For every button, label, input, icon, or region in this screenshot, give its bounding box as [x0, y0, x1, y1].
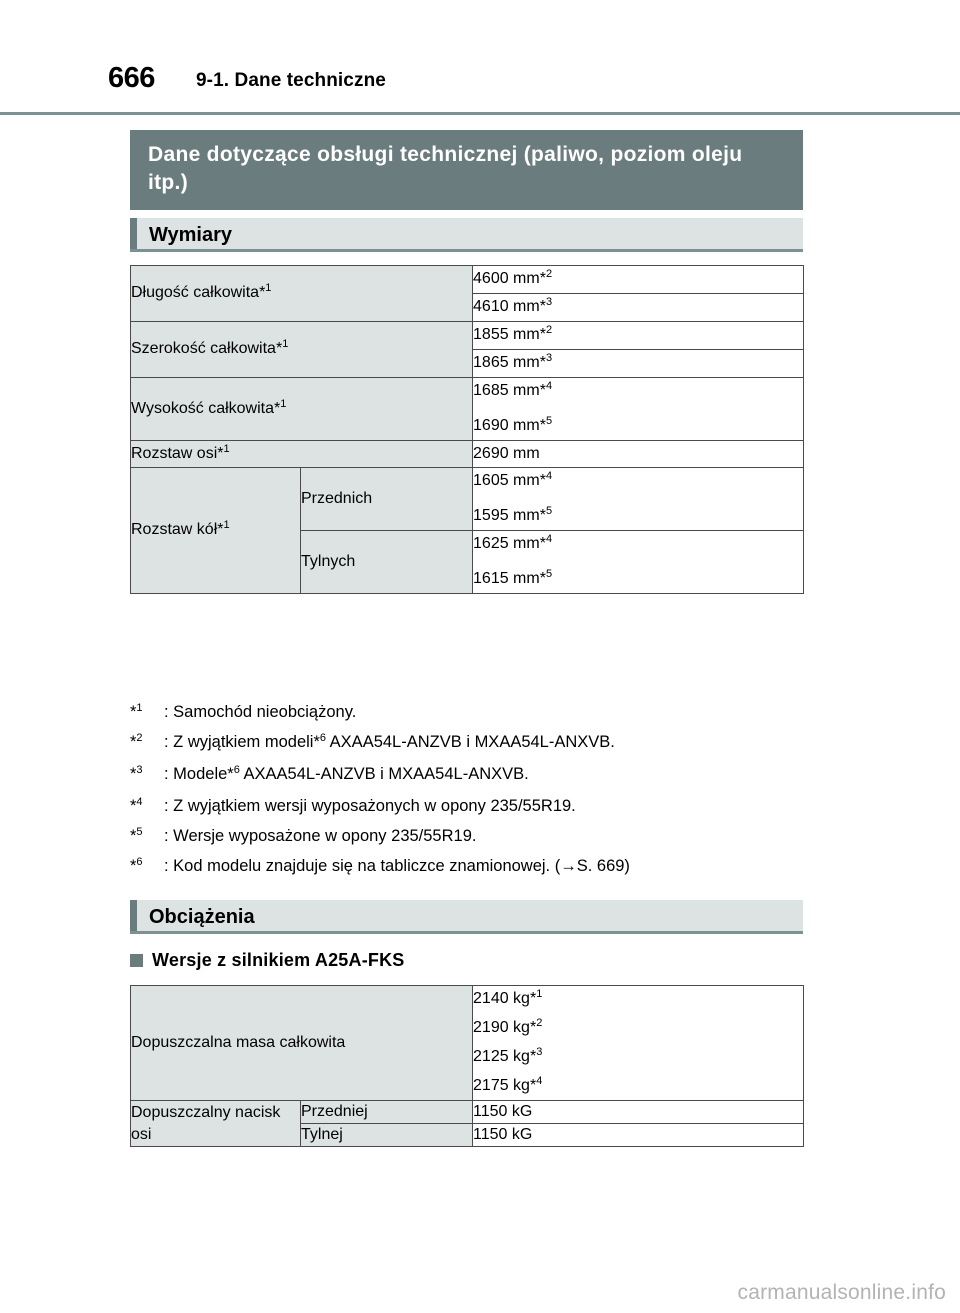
footnote-list [130, 697, 830, 881]
value-text: 4610 mm [473, 298, 540, 315]
footnote-item [130, 759, 830, 791]
footnote-star: * [217, 521, 224, 538]
footnote-star: * [217, 444, 224, 462]
subsection-heading [130, 948, 803, 974]
footnote-star: * [259, 284, 266, 301]
section-header-wymiary [130, 218, 803, 252]
footnote-star: * [130, 797, 137, 815]
footnote-marker [130, 759, 143, 791]
footnote-star: * [529, 1048, 537, 1065]
value-line [473, 468, 803, 495]
footnote-number: 5 [136, 826, 143, 838]
table-row [131, 266, 804, 294]
chapter-title: 9-1. Dane techniczne [196, 70, 386, 91]
footnote-star: * [539, 382, 546, 399]
row-value [473, 986, 804, 1101]
footnote-number: 2 [136, 732, 143, 744]
footnote-ref: 1 [265, 282, 272, 294]
row-value [473, 441, 804, 468]
footnote-ref: 2 [545, 268, 553, 280]
square-bullet-icon [130, 954, 143, 967]
footnote-star: * [130, 765, 137, 783]
footnote-ref: 3 [545, 352, 553, 364]
footnote-ref: 1 [536, 988, 543, 1000]
footnote-marker [130, 697, 143, 729]
dimensions-table [130, 265, 804, 594]
value-line [473, 378, 803, 405]
footnote-ref: 1 [280, 397, 287, 410]
subsection-heading-label: Wersje z silnikiem A25A-FKS [152, 950, 405, 970]
row-value [473, 531, 804, 594]
value-line [473, 1073, 803, 1100]
header-divider [0, 112, 960, 115]
row-label-szerokosc [131, 322, 473, 378]
page-running-head [0, 60, 960, 106]
footnote-text: : Modele*$^6$ AXAA54L-ANZVB i MXAA54L-ANXVB. [164, 764, 529, 783]
footnote-star: * [539, 354, 546, 371]
value-line: 2690 mm [473, 445, 540, 462]
footnote-star: * [539, 326, 546, 343]
row-label-wysokosc [131, 378, 473, 441]
site-watermark: carmanualsonline.info [737, 1281, 946, 1304]
footnote-star: * [539, 472, 546, 489]
footnote-star: * [275, 340, 283, 357]
footnote-item [130, 697, 830, 727]
value-line [473, 986, 803, 1013]
footnote-ref: 3 [545, 296, 553, 308]
footnote-star: * [539, 570, 546, 587]
table-row [131, 986, 804, 1101]
row-value [473, 266, 804, 294]
value-text: 2125 kg [473, 1048, 530, 1065]
table-row [131, 468, 804, 531]
value-line [473, 1015, 803, 1042]
row-label-text: Wysokość całkowita [131, 399, 275, 417]
footnote-star: * [130, 703, 137, 721]
row-label-text: Szerokość całkowita [131, 340, 276, 357]
row-sublabel-tylnej: Tylnej [301, 1124, 473, 1147]
footnote-star: * [529, 1077, 537, 1094]
row-sublabel-przedniej: Przedniej [301, 1101, 473, 1124]
row-sublabel-tylnych: Tylnych [301, 531, 473, 594]
row-label-dlugosc [131, 266, 473, 322]
value-text: 1855 mm [473, 326, 540, 343]
footnote-ref: 5 [545, 415, 553, 427]
dimensions-table-body [131, 266, 804, 594]
row-label-rozstaw-osi [131, 441, 473, 468]
section-accent-block [130, 900, 137, 931]
footnote-text: : Samochód nieobciążony. [164, 703, 357, 721]
footnote-star: * [539, 507, 546, 524]
footnote-number: 4 [136, 796, 143, 808]
row-sublabel-przednich: Przednich [301, 468, 473, 531]
value-text: 1685 mm [473, 382, 540, 399]
footnote-text: : Kod modelu znajduje się na tabliczce znamionowej. (→S. 669) [164, 857, 630, 875]
footnote-ref: 1 [223, 442, 230, 455]
footnote-item [130, 821, 830, 851]
value-text: 1865 mm [473, 354, 540, 371]
row-value [473, 468, 804, 531]
footnote-ref: 4 [545, 533, 553, 545]
value-line [473, 1044, 803, 1071]
row-value [473, 378, 804, 441]
table-row [131, 378, 804, 441]
footnote-ref: 4 [545, 470, 553, 482]
footnote-star: * [274, 399, 281, 417]
row-label-masa-calkowita: Dopuszczalna masa całkowita [131, 986, 473, 1101]
footnote-marker [130, 851, 143, 883]
footnote-marker [130, 727, 143, 759]
row-label-text: Rozstaw osi [131, 444, 218, 462]
section-banner [130, 130, 803, 210]
footnote-ref: 5 [545, 505, 553, 517]
value-text: 1690 mm [473, 417, 540, 434]
row-label-rozstaw-kol [131, 468, 301, 594]
section-header-obciazenia [130, 900, 803, 934]
row-label-text: Długość całkowita [131, 284, 260, 301]
footnote-ref: 4 [536, 1075, 543, 1087]
footnote-ref: 5 [545, 568, 553, 580]
footnote-ref: 1 [282, 338, 289, 350]
row-label-nacisk-osi: Dopuszczalny nacisk osi [131, 1101, 301, 1147]
footnote-star: * [539, 417, 546, 434]
value-line [473, 294, 803, 321]
value-text: 2140 kg [473, 990, 530, 1007]
value-line [473, 531, 803, 558]
value-line [473, 322, 803, 349]
table-row [131, 322, 804, 350]
footnote-star: * [130, 827, 137, 845]
footnote-star: * [539, 298, 546, 315]
value-line [473, 503, 803, 530]
footnote-ref: 1 [223, 519, 230, 531]
page-number: 666 [108, 62, 155, 94]
value-line [473, 566, 803, 593]
footnote-star: * [529, 1019, 537, 1036]
loads-table [130, 985, 804, 1147]
section-accent-block [130, 218, 137, 249]
value-text: 2190 kg [473, 1019, 530, 1036]
value-text: 4600 mm [473, 270, 540, 287]
value-text: 1595 mm [473, 507, 540, 524]
table-row [131, 1101, 804, 1124]
footnote-star: * [529, 990, 537, 1007]
row-value: 1150 kG [473, 1101, 804, 1124]
footnote-item [130, 791, 830, 821]
footnote-ref: 2 [545, 324, 553, 336]
footnote-marker [130, 791, 143, 823]
footnote-ref: 4 [545, 380, 553, 392]
footnote-text: : Z wyjątkiem modeli*$^6$ AXAA54L-ANZVB i MXAA54L-ANXVB. [164, 732, 615, 751]
row-value: 1150 kG [473, 1124, 804, 1147]
value-line [473, 266, 803, 293]
value-text: 2175 kg [473, 1077, 530, 1094]
section-banner-title: Dane dotyczące obsługi technicznej (paliwo, poziom oleju itp.) [148, 143, 743, 194]
footnote-ref: 2 [536, 1017, 543, 1029]
row-value [473, 294, 804, 322]
value-line [473, 350, 803, 377]
loads-table-body [131, 986, 804, 1147]
value-text: 1625 mm [473, 535, 540, 552]
footnote-item [130, 851, 830, 881]
value-text: 1615 mm [473, 570, 540, 587]
row-label-text: Rozstaw kół [131, 521, 218, 538]
value-text: 1605 mm [473, 472, 540, 489]
table-row [131, 441, 804, 468]
footnote-text: : Wersje wyposażone w opony 235/55R19. [164, 827, 477, 845]
value-line [473, 413, 803, 440]
row-value [473, 350, 804, 378]
section-header-label: Obciążenia [149, 906, 255, 928]
footnote-number: 1 [136, 702, 143, 714]
footnote-star: * [539, 535, 546, 552]
footnote-marker [130, 821, 143, 853]
section-header-label: Wymiary [149, 224, 233, 246]
footnote-star: * [130, 733, 137, 751]
row-value [473, 322, 804, 350]
footnote-number: 6 [136, 856, 143, 868]
footnote-number: 3 [136, 764, 143, 776]
footnote-ref: 3 [536, 1046, 543, 1058]
footnote-text: : Z wyjątkiem wersji wyposażonych w opony 235/55R19. [164, 797, 576, 815]
footnote-star: * [539, 270, 546, 287]
footnote-star: * [130, 857, 137, 875]
footnote-item [130, 727, 830, 759]
